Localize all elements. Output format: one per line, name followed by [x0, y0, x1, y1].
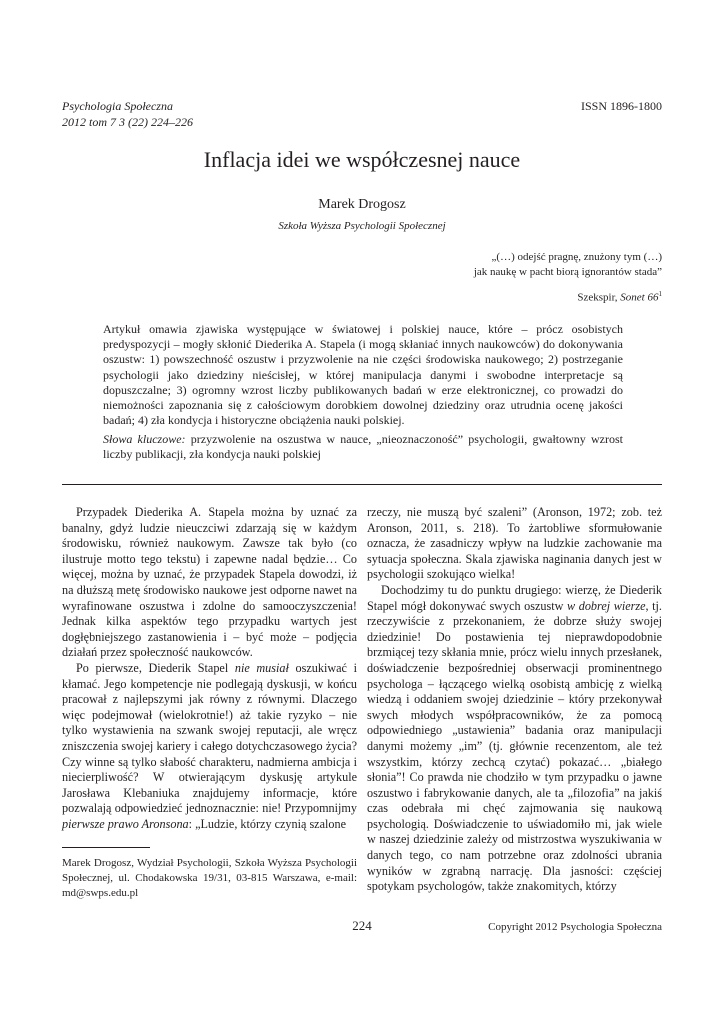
author-name: Marek Drogosz	[318, 197, 406, 212]
motto-attribution	[577, 287, 662, 305]
body-paragraph: Po pierwsze, Diederik Stapel nie musiał oszukiwać i kłamać. Jego kompetencje nie podlegają dyskusji, w końcu pracował z najlepszymi jak równy z równymi. Dlaczego więc podejmował (wielokrotnie!) aż takie ryzyko – nie tylko wystawienia na szwank swojej reputacji, ale wręcz zniszczenia swojej kariery i całego dotychczasowego życia? Czy winne są tylko słabość charakteru, nadmierna ambicja i niecierpliwość? W otwierającym dyskusję artykule Jarosława Klebaniuka znajdujemy informacje, które pozwalają odpowiedzieć jednoznacznie: nie! Przypomnijmy pierwsze prawo Aronsona: „Ludzie, którzy czynią szalone	[62, 660, 357, 831]
keywords-label: Słowa kluczowe:	[103, 432, 186, 446]
author-affiliation: Szkoła Wyższa Psychologii Społecznej	[278, 220, 446, 232]
keywords	[103, 432, 623, 462]
journal-citation	[62, 98, 193, 130]
motto-work: Sonet 66	[620, 291, 659, 304]
abstract: Artykuł omawia zjawiska występujące w światowej i polskiej nauce, które – prócz osobistych predyspozycji – mogły skłonić Diederika A. Stapela (i mogą skłaniać innych naukowców) do dokonywania oszustw: 1) powszechność oszustw i przyzwolenie na nie części środowiska naukowego; 2) postrzeganie psychologii jako dziedziny nieścisłej, w której manipulacja danymi i swobodne interpretacje są dopuszczalne; 3) ogromny wzrost liczby publikowanych badań w erze elektronicznej, co prowadzi do niemożności zapoznania się z całościowym dorobkiem dowolnej dziedziny oraz utrudnia ocenę jakości badań; 4) zła kondycja i historyczne obciążenia nauki polskiej.	[103, 322, 623, 428]
article-title: Inflacja idei we współczesnej nauce	[203, 147, 521, 172]
author-footnote: Marek Drogosz, Wydział Psychologii, Szkoła Wyższa Psychologii Społecznej, ul. Chodakowska 19/31, 03-815 Warszawa, e-mail: md@swps.edu.pl	[62, 857, 357, 899]
journal-name: Psychologia Społeczna	[62, 99, 173, 113]
body-paragraph: rzeczy, nie muszą być szaleni” (Aronson, 1972; zob. też Aronson, 2011, s. 218). To żartobliwe sformułowanie oznacza, że zasadniczy wpływ na ludzkie zachowanie ma sytuacja społeczna. Skala zjawiska naginania danych jest w psychologii szokująco wielka!	[367, 505, 662, 582]
section-divider	[62, 484, 662, 485]
page-number: 224	[352, 918, 372, 933]
journal-volume: 2012 tom 7 3 (22) 224–226	[62, 115, 193, 129]
motto-line-1: „(…) odejść pragnę, znużony tym (…)	[491, 251, 662, 263]
issn: ISSN 1896-1800	[580, 99, 662, 113]
motto-author: Szekspir,	[577, 291, 621, 304]
footnote-marker: 1	[658, 290, 662, 298]
body-column-left	[62, 505, 357, 832]
body-column-right	[367, 505, 662, 895]
body-paragraph: Przypadek Diederika A. Stapela można by uznać za banalny, gdyż ludzie nieuczciwi zdarzają się w każdym środowisku, również naukowym. Zawsze tak było (co ilustruje motto tego tekstu) i zapewne nadal będzie… Co więcej, można by uznać, że przypadek Stapela dowodzi, iż na dłuższą metę środowisko naukowe jest odporne nawet na wyrafinowane oszustwa i zdolne do samooczyszczenia! Jednak kilka aspektów tego przypadku wartych jest dogłębniejszego zastanowienia i – być może – podjęcia działań przez społeczność naukowców.	[62, 505, 357, 660]
keywords-text: przyzwolenie na oszustwa w nauce, „nieoznaczoność” psychologii, gwałtowny wzrost liczby publikacji, zła kondycja nauki polskiej	[103, 432, 624, 462]
body-paragraph: Dochodzimy tu do punktu drugiego: wierzę, że Diederik Stapel mógł dokonywać swych oszustw w dobrej wierze, tj. rzeczywiście z przekonaniem, że dobrze służy swojej dziedzinie! Do postawienia tej nieprawdopodobnie brzmiącej tezy skłania mnie, prócz wielu innych przesłanek, doświadczenie bezpośredniej obserwacji prominentnego psychologa – łączącego wielką osobistą ambicję z wielką wiedzą i oddaniem swojej dziedzinie – który przekonywał swych młodych współpracowników, że za pomocą odpowiedniego „ustawienia” badania oraz manipulacji danymi możemy „im” (tj. głównie recenzentom, ale też wszystkim, którzy zechcą czytać) pokazać… „białego słonia”! Co prawda nie chodziło w tym przypadku o jawne oszustwo i fabrykowanie danych, ale ta „filozofia” na jakiś czas odebrała mi chęć zajmowania się naukową psychologią. Doświadczenie to uświadomiło mi, jak wiele w naszej dziedzinie zależy od mistrzostwa wyszukiwania w danych tego, co nam potrzebne oraz zdolności ubrania wyników w zgrabną narrację. Dla jasności: częściej spotykam psychologów, także znakomitych, którzy	[367, 582, 662, 894]
footnote-divider	[62, 847, 150, 848]
motto-line-2: jak naukę w pacht biorą ignorantów stada”	[473, 266, 662, 278]
motto	[474, 250, 662, 280]
copyright-notice: Copyright 2012 Psychologia Społeczna	[488, 921, 662, 933]
